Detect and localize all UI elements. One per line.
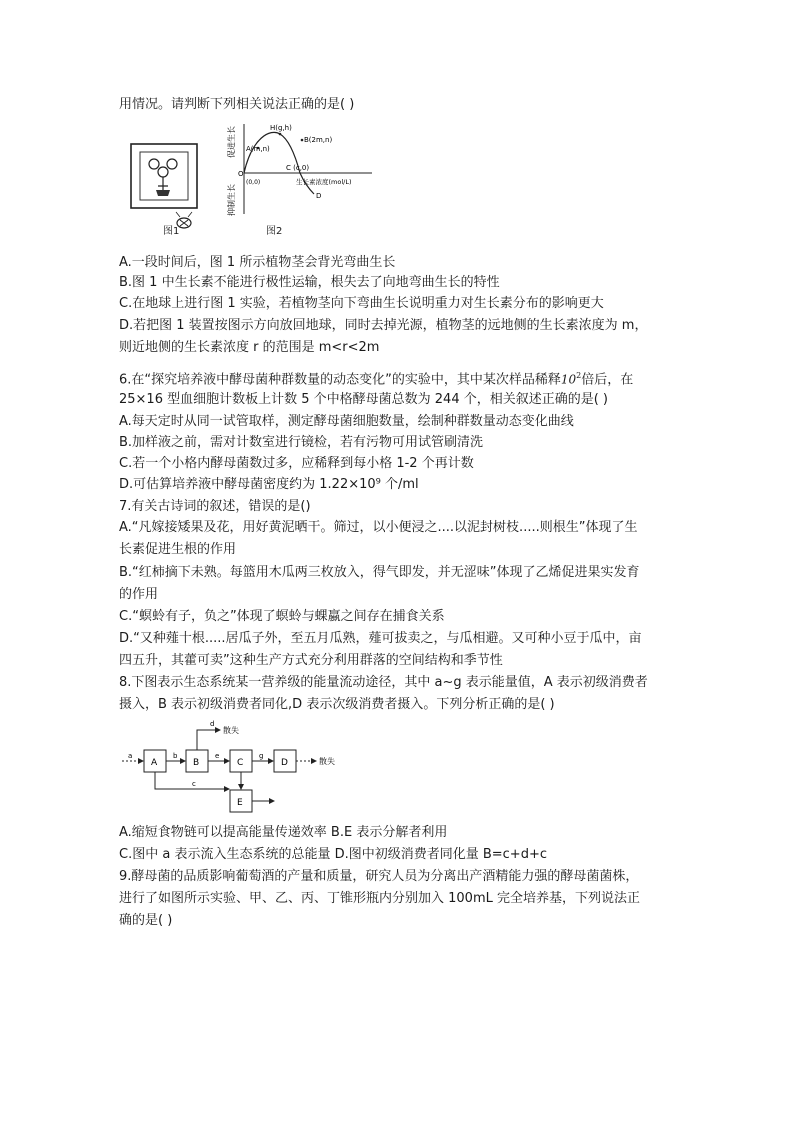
q6-dilution-exp: 2	[576, 371, 582, 380]
fig2-origin: O	[238, 170, 244, 178]
q9-stem-line1: 9.酵母菌的品质影响葡萄酒的产量和质量，研究人员为分离出产酒精能力强的酵母菌菌株，	[119, 869, 639, 884]
q7-option-d-cont: 四五升，其藿可卖”这种生产方式充分利用群落的空间结构和季节性	[119, 653, 503, 668]
fig2-point-c: C (c,0)	[286, 164, 310, 172]
energy-flow-diagram	[120, 716, 350, 818]
q6-stem-line1	[119, 367, 633, 388]
fig2-point-a: A(m,n)	[246, 145, 270, 153]
box-a: A	[151, 758, 158, 768]
box-c: C	[237, 758, 244, 768]
q8-stem-line2: 摄入，B 表示初级消费者同化,D 表示次级消费者摄入。下列分析正确的是( )	[119, 697, 555, 712]
q5-option-a: A.一段时间后，图 1 所示植物茎会背光弯曲生长	[119, 255, 396, 270]
q8-stem-line1: 8.下图表示生态系统某一营养级的能量流动途径，其中 a~g 表示能量值，A 表示初级消费者	[119, 675, 648, 690]
loss-label-1: 散失	[223, 726, 239, 735]
box-e: E	[237, 798, 243, 808]
q6-stem-line2: 25×16 型血细胞计数板上计数 5 个中格酵母菌总数为 244 个，相关叙述正确的是( )	[119, 392, 608, 407]
q9-stem-line2: 进行了如图所示实验、甲、乙、丙、丁锥形瓶内分别加入 100mL 完全培养基，下列说法正	[119, 891, 640, 906]
q5-intro: 用情况。请判断下列相关说法正确的是( )	[119, 97, 355, 112]
q7-option-b: B.“红柿摘下未熟。每篮用木瓜两三枚放入，得气即发，并无涩味”体现了乙烯促进果实发育	[119, 565, 640, 580]
q6-stem-a: 6.在“探究培养液中酵母菌种群数量的动态变化”的实验中，其中某次样品稀释	[119, 372, 561, 388]
q5-option-d-cont: 则近地侧的生长素浓度 r 的范围是 m<r<2m	[119, 340, 380, 355]
fig2-y-bottom-label: 抑制生长	[227, 184, 236, 216]
q5-option-b: B.图 1 中生长素不能进行极性运输，根失去了向地弯曲生长的特性	[119, 275, 500, 290]
fig2-point-b: B(2m,n)	[304, 136, 333, 144]
q7-option-a: A.“凡嫁接矮果及花，用好黄泥晒干。筛过，以小便浸之....以泥封树枝.....则根生”体现了生	[119, 520, 638, 535]
q6-option-d: D.可估算培养液中酵母菌密度约为 1.22×10⁹ 个/ml	[119, 477, 419, 492]
figure-2-caption: 图2	[266, 226, 283, 237]
q9-stem-line3: 确的是( )	[119, 913, 173, 928]
q7-option-d: D.“又种薤十根.....居瓜子外，至五月瓜熟，薤可拔卖之，与瓜相避。又可种小豆于瓜中，亩	[119, 631, 642, 646]
figure-1-caption: 图1	[163, 226, 180, 237]
q7-option-a-cont: 长素促进生根的作用	[119, 542, 237, 557]
box-b: B	[193, 758, 200, 768]
arrow-g: g	[259, 752, 264, 760]
fig2-point-d: D	[316, 192, 322, 200]
q6-option-a: A.每天定时从同一试管取样，测定酵母菌细胞数量，绘制种群数量动态变化曲线	[119, 414, 574, 429]
q7-option-b-cont: 的作用	[119, 587, 159, 602]
arrow-a: a	[128, 752, 133, 760]
arrow-c: c	[192, 780, 196, 788]
fig2-y-top-label: 促进生长	[227, 126, 236, 158]
q6-option-b: B.加样液之前，需对计数室进行镜检，若有污物可用试管刷清洗	[119, 435, 484, 450]
q7-option-c: C.“螟蛉有子，负之”体现了螟蛉与蜾蠃之间存在捕食关系	[119, 609, 445, 624]
box-d: D	[281, 758, 288, 768]
q5-option-d: D.若把图 1 装置按图示方向放回地球，同时去掉光源，植物茎的远地侧的生长素浓度为 m，	[119, 318, 648, 333]
arrow-b: b	[173, 752, 178, 760]
q8-options-cd: C.图中 a 表示流入生态系统的总能量 D.图中初级消费者同化量 B=c+d+c	[119, 847, 547, 862]
figure-2-auxin-curve	[222, 118, 382, 228]
fig2-x-axis-label: 生长素浓度(mol/L)	[296, 178, 352, 186]
arrow-d: d	[210, 720, 215, 728]
arrow-e: e	[215, 752, 220, 760]
q7-stem: 7.有关古诗词的叙述，错误的是()	[119, 499, 311, 514]
fig2-point-h: H(g,h)	[270, 124, 292, 132]
q5-option-c: C.在地球上进行图 1 实验，若植物茎向下弯曲生长说明重力对生长素分布的影响更大	[119, 296, 604, 311]
q6-stem-b: 倍后，在	[581, 372, 634, 388]
fig2-origin-coords: (0,0)	[246, 179, 261, 186]
loss-label-2: 散失	[319, 757, 335, 766]
q8-options-ab: A.缩短食物链可以提高能量传递效率 B.E 表示分解者利用	[119, 825, 448, 840]
figure-1-plant-apparatus	[128, 140, 208, 240]
q6-option-c: C.若一个小格内酵母菌数过多，应稀释到每小格 1-2 个再计数	[119, 456, 474, 471]
q6-dilution-base: 10	[560, 372, 577, 387]
